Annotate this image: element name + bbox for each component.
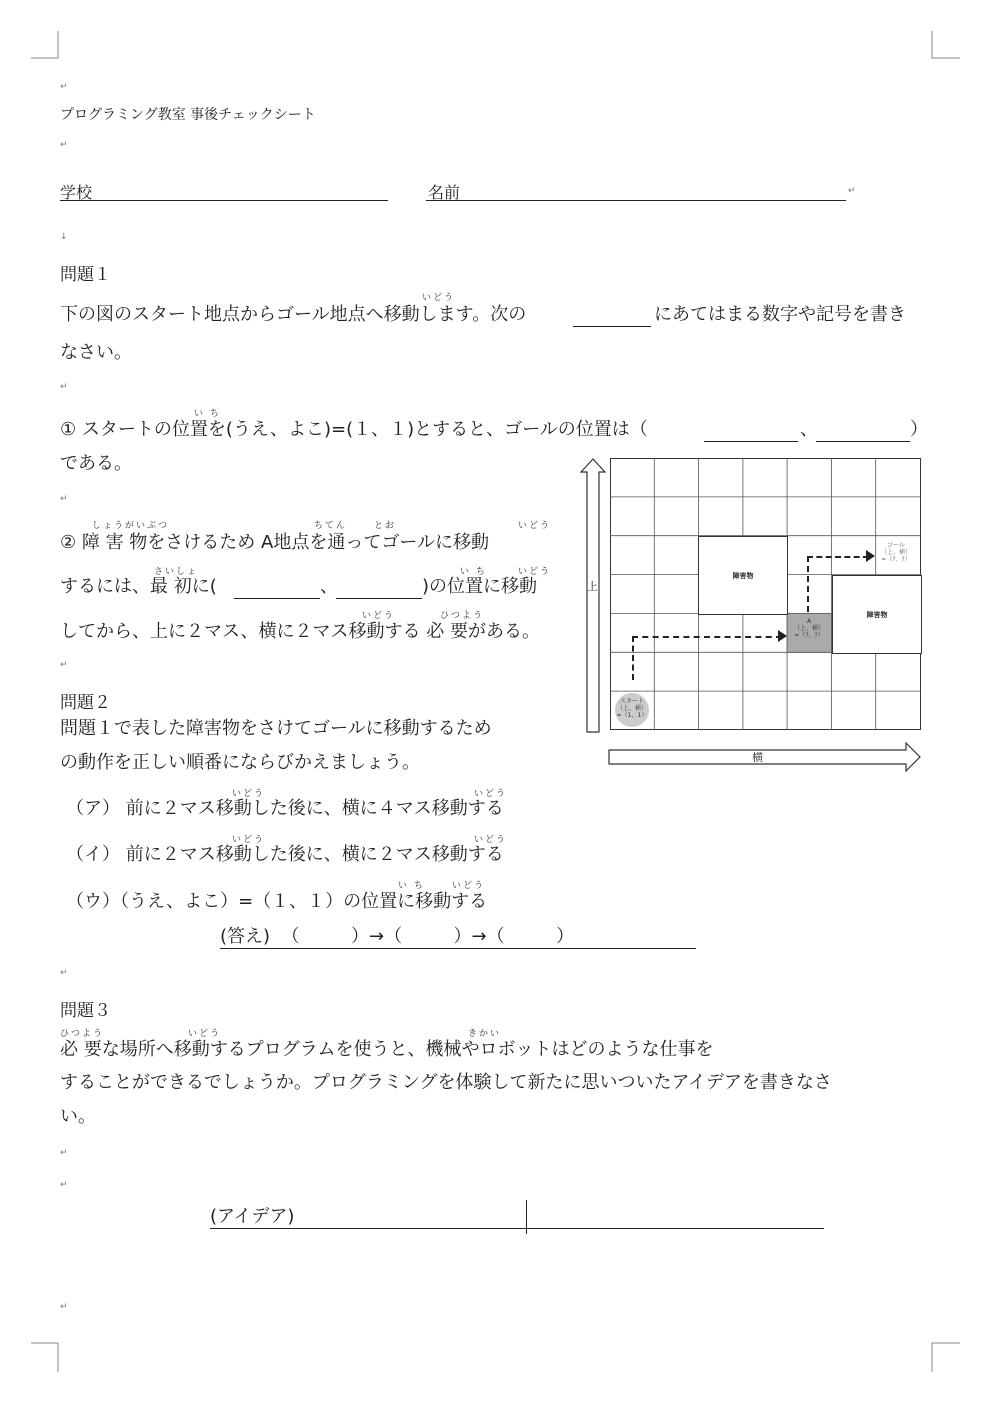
route-segment <box>807 556 869 558</box>
ruby-ichi: い ち <box>398 881 425 891</box>
q3-line1: 必 要な場所へ移動するプログラムを使うと、機械やロボットはどのような仕事を <box>60 1039 714 1060</box>
q2-answer-underline <box>220 948 696 949</box>
paragraph-mark: ↵ <box>60 82 68 92</box>
name-label: 名前 <box>428 183 461 202</box>
close-paren: ） <box>910 419 928 440</box>
side-arrow <box>608 742 922 772</box>
option-u: （ウ）（うえ、よこ）=（１、１）の位置に移動する <box>66 891 488 912</box>
q1-part1-end: である。 <box>60 453 132 474</box>
ruby-ido: いどう <box>474 789 508 799</box>
q3-line2: することができるでしょうか。プログラミングを体験して新たに思いついたアイデアを書きなさ <box>60 1072 832 1093</box>
comma: 、 <box>800 419 818 440</box>
a-up-answer[interactable] <box>234 598 320 599</box>
ruby-ido: いどう <box>362 611 396 621</box>
name-field[interactable] <box>426 200 846 201</box>
q1-heading: 問題１ <box>60 265 111 285</box>
paragraph-mark: ↵ <box>60 968 68 978</box>
goal-up-answer[interactable] <box>704 441 798 442</box>
school-label: 学校 <box>60 183 93 202</box>
paragraph-mark: ↵ <box>60 494 68 504</box>
ruby-ido: いどう <box>452 881 486 891</box>
comma: 、 <box>320 576 338 597</box>
route-segment <box>632 636 782 638</box>
ruby-ido: いどう <box>518 567 552 577</box>
q1-part2-line2a: するには、最 初に( <box>60 576 217 597</box>
paragraph-mark: ↵ <box>60 1302 68 1312</box>
ruby-ido: いどう <box>232 789 266 799</box>
text-cursor <box>526 1200 527 1234</box>
sheet-title: プログラミング教室 事後チェックシート <box>60 107 316 123</box>
option-i: （イ） 前に２マス移動した後に、横に２マス移動する <box>66 844 504 865</box>
ruby-kikai: きかい <box>468 1029 502 1039</box>
q1-part2-line1: ② 障 害 物をさけるため A地点を通ってゴールに移動 <box>60 532 489 553</box>
school-field[interactable] <box>60 200 388 201</box>
ruby-ido: いどう <box>188 1029 222 1039</box>
line-break-mark: ↓ <box>60 232 68 242</box>
start-marker: スタート （上、横） =（1、1） <box>616 698 648 720</box>
q2-line1: 問題１で表した障害物をさけてゴールに移動するため <box>60 718 492 739</box>
q3-line3: い。 <box>60 1106 96 1127</box>
goal-marker: ゴール （上、横） =（?、?） <box>880 542 911 564</box>
ruby-hitsuyou: ひつよう <box>60 1029 105 1039</box>
idea-field[interactable] <box>210 1228 824 1229</box>
ruby-shougaibutsu: しょうがいぶつ <box>92 521 170 531</box>
q1-part2-line2b: )の位置に移動 <box>422 576 538 597</box>
paragraph-mark: ↵ <box>60 660 68 670</box>
q3-heading: 問題３ <box>60 1001 111 1021</box>
obstacle-2: 障害物 <box>832 575 922 654</box>
q1-intro-b: にあてはまる数字や記号を書き <box>654 304 906 325</box>
ruby-hitsuyou: ひつよう <box>440 611 485 621</box>
ruby-ido: いどう <box>232 835 266 845</box>
ruby-saisho: さいしょ <box>154 567 199 577</box>
route-arrowhead <box>778 630 788 642</box>
route-segment <box>632 636 634 680</box>
goal-side-answer[interactable] <box>816 441 910 442</box>
route-segment <box>807 556 809 612</box>
obstacle-1: 障害物 <box>698 536 788 615</box>
point-a-marker: A （上、横） =（?、?） <box>793 618 824 640</box>
q1-intro-2: なさい。 <box>60 342 132 363</box>
paragraph-mark: ↵ <box>848 186 856 196</box>
ruby-chiten: ちてん <box>314 521 347 531</box>
ruby-ido: いどう <box>518 521 552 531</box>
q1-blank <box>573 326 651 327</box>
q2-line2: の動作を正しい順番にならびかえましょう。 <box>60 752 420 773</box>
a-side-answer[interactable] <box>336 598 422 599</box>
idea-label: (アイデア) <box>210 1206 295 1227</box>
paragraph-mark: ↵ <box>60 1148 68 1158</box>
ruby-ichi: い ち <box>460 567 487 577</box>
q1-part2-line3: してから、上に２マス、横に２マス移動する 必 要がある。 <box>60 621 540 642</box>
paragraph-mark: ↵ <box>60 382 68 392</box>
q2-heading: 問題２ <box>60 693 111 713</box>
ruby-too: とお <box>374 521 397 531</box>
q1-intro-a: 下の図のスタート地点からゴール地点へ移動します。次の <box>60 304 527 325</box>
route-arrowhead <box>866 550 876 562</box>
side-label: 横 <box>752 751 763 764</box>
up-arrow <box>580 458 606 734</box>
option-a: （ア） 前に２マス移動した後に、横に４マス移動する <box>66 798 504 819</box>
ruby-ichi: い ち <box>194 409 221 419</box>
paragraph-mark: ↵ <box>60 1180 68 1190</box>
ruby-ido: いどう <box>474 835 508 845</box>
q1-part1-text: ① スタートの位置を(うえ、よこ)=(１、１)とすると、ゴールの位置は（ <box>60 419 648 440</box>
paragraph-mark: ↵ <box>60 140 68 150</box>
up-label: 上 <box>587 580 598 593</box>
ruby-ido: いどう <box>422 293 456 303</box>
q2-answer-line[interactable]: (答え) （ ）→（ ）→（ ） <box>220 926 575 947</box>
